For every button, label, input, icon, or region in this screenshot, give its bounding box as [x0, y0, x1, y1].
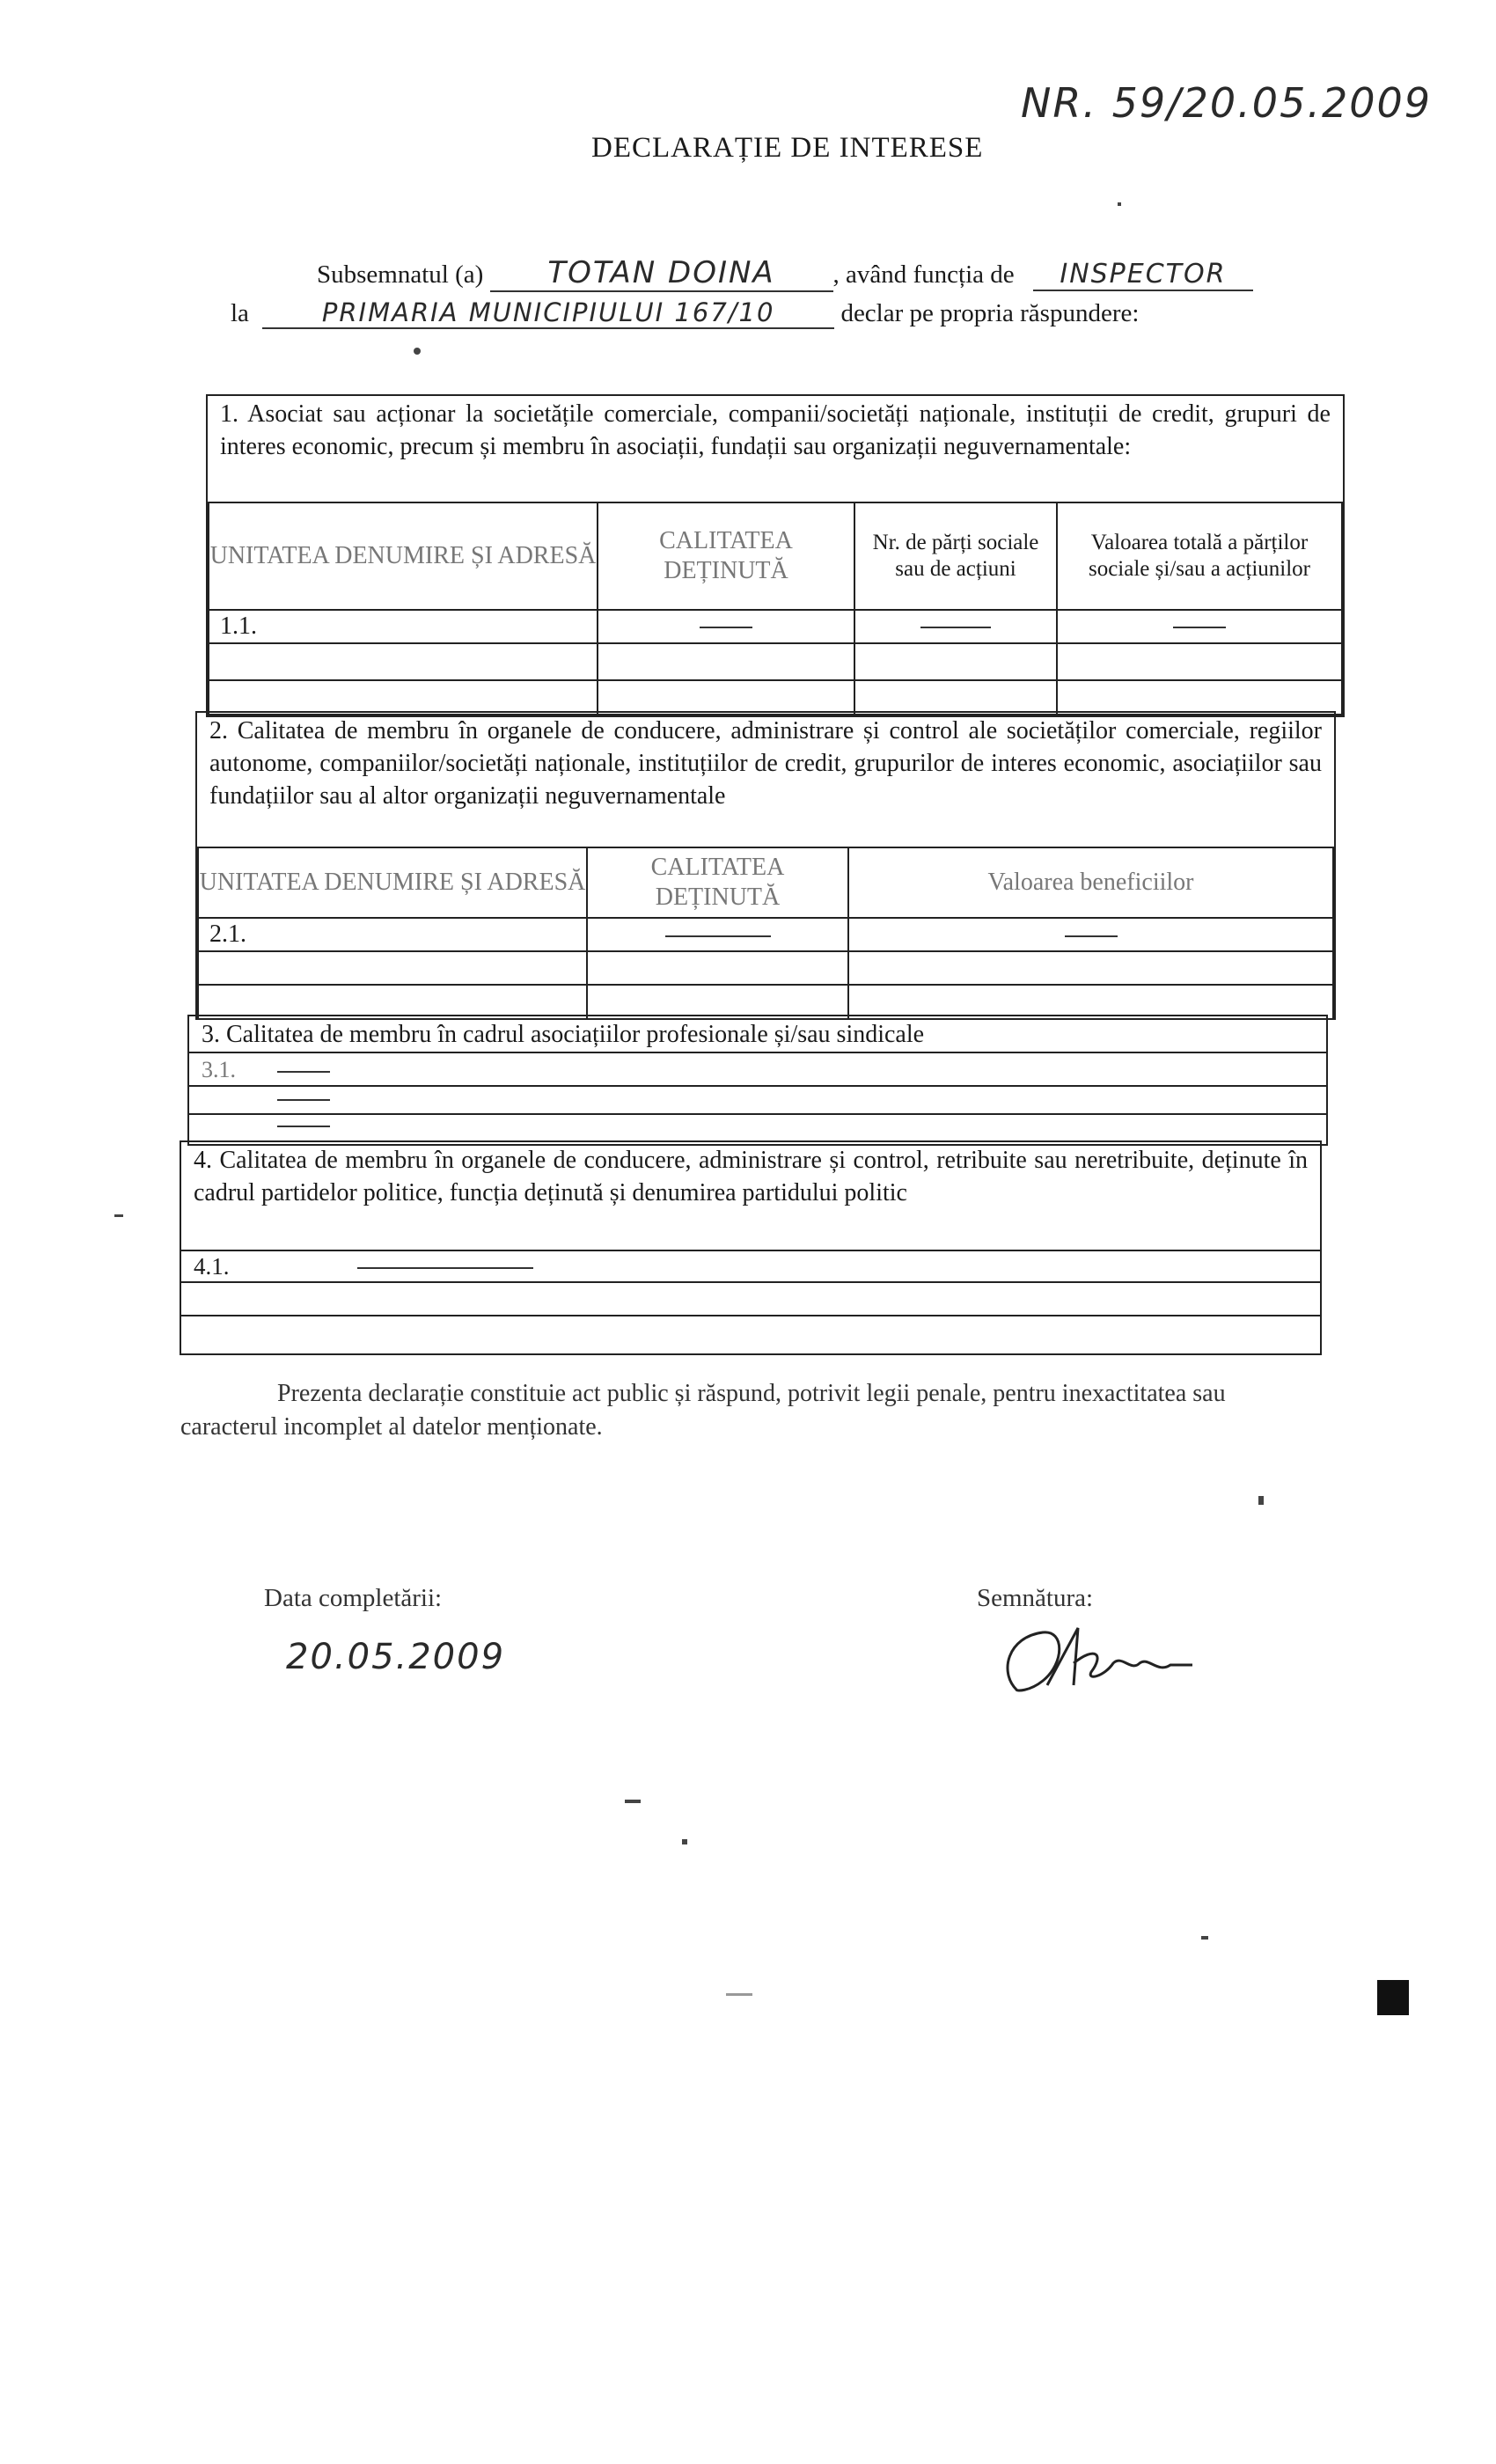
la-label: la: [231, 299, 249, 327]
section-2-text: 2. Calitatea de membru în organele de conducere, administrare și control ale societăților comerciale, regiilor autonome, companiilor/societăți naționale, instituțiilor de credit, grupurilor de interes economic, asociațiilor sau fundațiilor sau al altor organizații neguvernamentale: [209, 717, 1322, 810]
s2-row-label: 2.1.: [198, 918, 587, 951]
s1-col-nr-parti: Nr. de părți sociale sau de acțiuni: [854, 502, 1057, 610]
institution-name: PRIMARIA MUNICIPIULUI 167/10: [262, 297, 834, 329]
s1-col-unitatea: UNITATEA DENUMIRE ȘI ADRESĂ: [209, 502, 598, 610]
s1-col-calitatea: CALITATEA DEȚINUTĂ: [598, 502, 854, 610]
s2-col-valoarea: Valoarea beneficiilor: [848, 847, 1333, 918]
section-1: [206, 394, 1345, 717]
s1-empty-cell: [1057, 680, 1342, 715]
s1-empty-cell: [598, 643, 854, 681]
legal-statement: Prezenta declarație constituie act public și răspund, potrivit legii penale, pentru inexactitatea sau caracterul incomplet al datelor menționate.: [180, 1380, 1226, 1441]
registration-number: NR. 59/20.05.2009: [1021, 79, 1433, 127]
s2-col-unitatea: UNITATEA DENUMIRE ȘI ADRESĂ: [198, 847, 587, 918]
s1-cell-blank: [854, 610, 1057, 643]
s4-row-label: 4.1.: [194, 1253, 230, 1280]
scan-artifact: [1377, 1980, 1409, 2015]
section-4: [180, 1140, 1322, 1355]
s1-empty-cell: [854, 643, 1057, 681]
signature-label: Semnătura:: [977, 1584, 1094, 1612]
s1-cell-blank: [1057, 610, 1342, 643]
s1-empty-cell: [1057, 643, 1342, 681]
s2-empty-cell: [587, 951, 848, 985]
section-3-text: 3. Calitatea de membru în cadrul asociațiilor profesionale și/sau sindicale: [202, 1021, 925, 1048]
s2-empty-cell: [198, 951, 587, 985]
signature-image: [981, 1610, 1210, 1707]
s2-col-calitatea: CALITATEA DEȚINUTĂ: [587, 847, 848, 918]
s1-empty-cell: [209, 680, 598, 715]
s1-cell-blank: [598, 610, 854, 643]
intro-line-1: [317, 255, 1253, 292]
s2-cell-blank: [848, 918, 1333, 951]
intro-line-2: [231, 297, 1139, 329]
date-value: 20.05.2009: [286, 1637, 506, 1677]
s1-row-label: 1.1.: [209, 610, 598, 643]
declar-label: declar pe propria răspundere:: [840, 299, 1140, 327]
s2-cell-blank: [587, 918, 848, 951]
s1-empty-cell: [854, 680, 1057, 715]
section-3: [187, 1015, 1328, 1146]
section-1-table: [208, 502, 1343, 715]
document-title: DECLARAȚIE DE INTERESE: [591, 132, 984, 164]
section-1-text: 1. Asociat sau acționar la societățile comerciale, companii/societăți naționale, instituții de credit, grupuri de interes economic, precum și membru în asociații, fundații sau organizații neguvernamentale:: [220, 400, 1331, 460]
section-4-text: 4. Calitatea de membru în organele de conducere, administrare și control, retribuite sau neretribuite, deținute în cadrul partidelor politice, funcția deținută și denumirea partidului politic: [194, 1147, 1308, 1206]
functia-label: , având funcția de: [832, 260, 1015, 289]
s1-col-valoarea: Valoarea totală a părților sociale și/sau a acțiunilor: [1057, 502, 1342, 610]
s1-empty-cell: [598, 680, 854, 715]
date-label: Data completării:: [264, 1584, 443, 1612]
section-2-table: [197, 847, 1334, 1020]
s1-empty-cell: [209, 643, 598, 681]
declarant-name: TOTAN DOINA: [490, 255, 833, 292]
s2-empty-cell: [848, 951, 1333, 985]
section-2: [195, 711, 1336, 1020]
declarant-function: INSPECTOR: [1033, 259, 1253, 291]
subsemnatul-label: Subsemnatul (a): [317, 260, 484, 289]
s3-row-label: 3.1.: [202, 1057, 236, 1082]
